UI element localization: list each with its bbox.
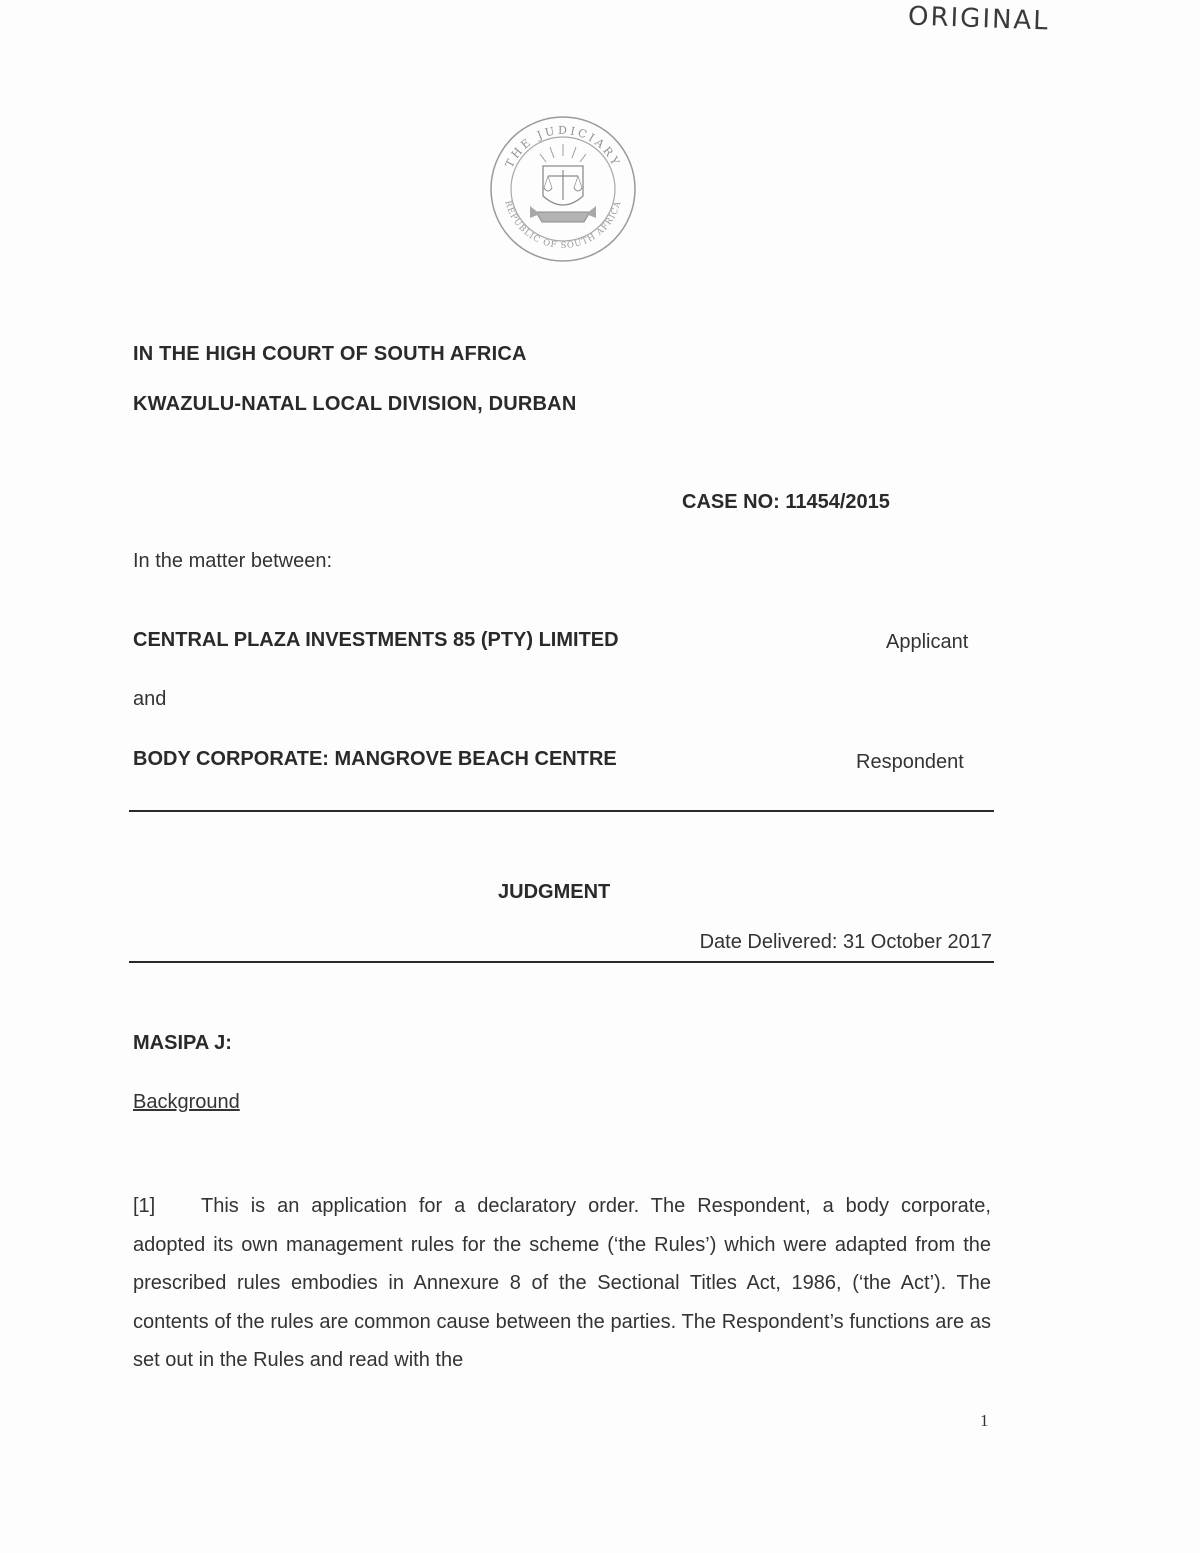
court-name: IN THE HIGH COURT OF SOUTH AFRICA [133, 343, 527, 365]
judge-name: MASIPA J: [133, 1032, 232, 1054]
divider-line [129, 810, 994, 812]
respondent-name: BODY CORPORATE: MANGROVE BEACH CENTRE [133, 748, 617, 770]
party-conjunction: and [133, 688, 167, 710]
court-division: KWAZULU-NATAL LOCAL DIVISION, DURBAN [133, 393, 577, 415]
applicant-name: CENTRAL PLAZA INVESTMENTS 85 (PTY) LIMITED [133, 629, 619, 651]
paragraph-number: [1] [133, 1195, 156, 1217]
page-number: 1 [980, 1411, 989, 1430]
divider-line [129, 961, 994, 963]
matter-intro: In the matter between: [133, 550, 333, 572]
date-delivered: Date Delivered: 31 October 2017 [699, 931, 992, 953]
original-stamp: ORIGINAL [907, 1, 1051, 37]
respondent-role: Respondent [856, 751, 964, 773]
case-number: CASE NO: 11454/2015 [682, 491, 890, 513]
paragraph [133, 1187, 991, 1380]
document-type-heading: JUDGMENT [498, 881, 611, 903]
paragraph-text: This is an application for a declaratory order. The Respondent, a body corporate, adopted its own management rules for the scheme (‘the Rules’) which were adapted from the prescribed rules embodies in Annexure 8 of the Sectional Titles Act, 1986, (‘the Act’). The contents of the rules are common cause between the parties. The Respondent’s functions are as set out in the Rules and read with the [133, 1195, 991, 1371]
applicant-role: Applicant [886, 631, 969, 653]
svg-text:REPUBLIC OF SOUTH AFRICA: REPUBLIC OF SOUTH AFRICA [502, 199, 624, 252]
section-heading: Background [133, 1091, 240, 1113]
judiciary-seal-icon [488, 114, 638, 264]
svg-text:THE JUDICIARY: THE JUDICIARY [502, 123, 624, 170]
